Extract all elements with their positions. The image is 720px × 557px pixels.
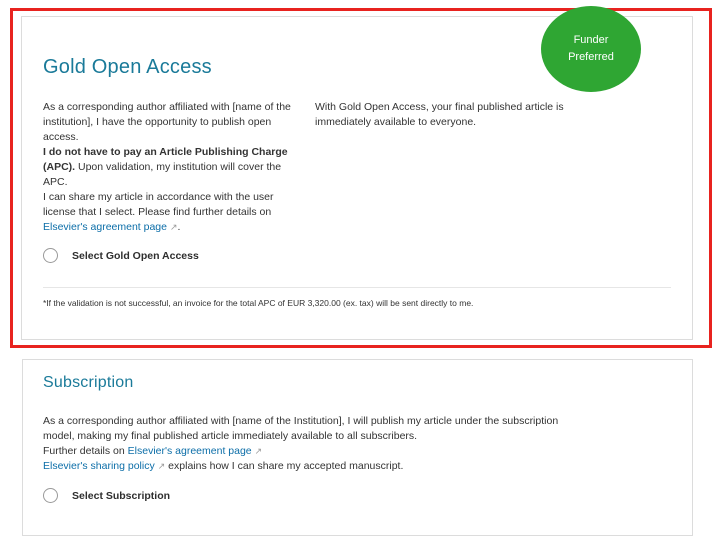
- external-link-icon: ↗: [170, 222, 178, 232]
- badge-line-1: Funder: [573, 33, 609, 46]
- further-details-prefix: Further details on: [43, 445, 128, 457]
- gold-title: Gold Open Access: [43, 56, 212, 78]
- external-link-icon: ↗: [254, 446, 263, 456]
- badge-line-2: Preferred: [568, 51, 614, 63]
- select-subscription-option[interactable]: [43, 488, 170, 503]
- subscription-text: [43, 414, 563, 474]
- gold-select-label: Select Gold Open Access: [72, 249, 199, 262]
- subscription-intro: As a corresponding author affiliated with [name of the Institution], I will publish my article under the subscription model, making my final published article immediately available to all subscribers.: [43, 415, 559, 442]
- subscription-select-label: Select Subscription: [72, 489, 171, 502]
- subscription-radio-button[interactable]: [43, 488, 58, 503]
- apc-text: Upon validation, my institution will cover the APC.: [43, 161, 282, 188]
- sharing-policy-suffix: explains how I can share my accepted manuscript.: [165, 460, 404, 472]
- external-link-icon: ↗: [157, 461, 166, 471]
- link-period: .: [177, 221, 181, 233]
- gold-radio-button[interactable]: [43, 248, 58, 263]
- gold-intro: As a corresponding author affiliated with [name of the institution], I have the opportunity to publish open access.: [43, 101, 291, 143]
- apc-bold: I do not have to pay an Article Publishing Charge (APC).: [43, 146, 288, 173]
- gold-footnote: *If the validation is not successful, an invoice for the total APC of EUR 3,320.00 (ex. tax) will be sent directly to me.: [43, 298, 474, 308]
- sharing-text: I can share my article in accordance with the user license that I select. Please find further details on: [43, 191, 274, 218]
- select-gold-open-access-option[interactable]: [43, 248, 199, 263]
- gold-right-text: With Gold Open Access, your final published article is immediately available to everyone.: [315, 101, 564, 128]
- gold-divider: [43, 287, 671, 288]
- sharing-policy-link[interactable]: Elsevier's sharing policy: [43, 460, 155, 472]
- subscription-agreement-link[interactable]: Elsevier's agreement page: [127, 445, 252, 457]
- gold-agreement-link[interactable]: Elsevier's agreement page: [43, 221, 167, 233]
- funder-preferred-badge: [541, 6, 641, 92]
- gold-left-text: [43, 100, 298, 235]
- subscription-title: Subscription: [43, 374, 134, 391]
